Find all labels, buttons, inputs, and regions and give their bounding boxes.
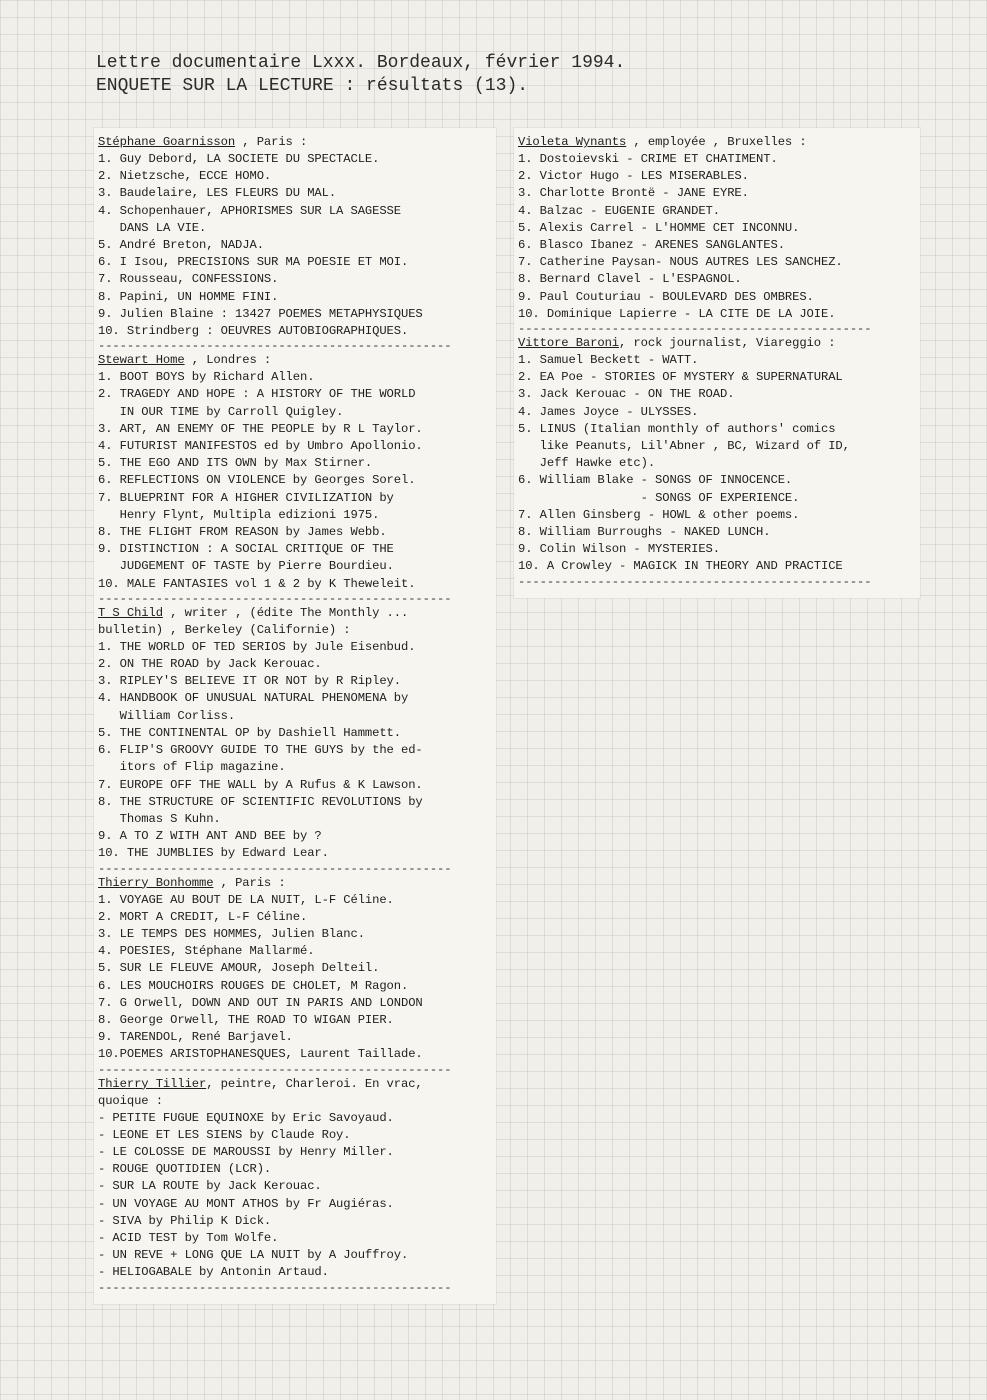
- book-list-item: 6. REFLECTIONS ON VIOLENCE by Georges Sorel.: [98, 473, 416, 488]
- book-list-item: 4. Schopenhauer, APHORISMES SUR LA SAGESSE DANS LA VIE.: [98, 203, 401, 235]
- book-list-item: 4. HANDBOOK OF UNUSUAL NATURAL PHENOMENA by William Corliss.: [98, 691, 409, 723]
- respondent-header: [98, 875, 492, 892]
- respondent-block: [98, 134, 492, 352]
- respondent-name: Stewart Home: [98, 353, 185, 368]
- book-list-item: 3. ART, AN ENEMY OF THE PEOPLE by R L Taylor.: [98, 421, 423, 436]
- respondent-block: [98, 875, 492, 1076]
- book-list-item: 8. Papini, UN HOMME FINI.: [98, 289, 279, 304]
- respondent-block: [518, 335, 916, 588]
- book-list-item: 4. Balzac - EUGENIE GRANDET.: [518, 203, 720, 218]
- book-list-item: 3. Jack Kerouac - ON THE ROAD.: [518, 387, 735, 402]
- header-title-line: Lettre documentaire Lxxx. Bordeaux, février 1994.: [96, 53, 626, 73]
- book-list-item: 2. Nietzsche, ECCE HOMO.: [98, 169, 272, 184]
- respondent-header: [98, 352, 492, 369]
- dashed-separator: -------------------------------------------------: [98, 592, 452, 605]
- book-list-item: 5. Alexis Carrel - L'HOMME CET INCONNU.: [518, 220, 800, 235]
- book-list-item: 6. FLIP'S GROOVY GUIDE TO THE GUYS by the ed- itors of Flip magazine.: [98, 743, 423, 775]
- book-list-item: 6. Blasco Ibanez - ARENES SANGLANTES.: [518, 238, 785, 253]
- book-list-item: 6. I Isou, PRECISIONS SUR MA POESIE ET MOI.: [98, 255, 409, 270]
- dashed-separator: -------------------------------------------------: [518, 575, 872, 588]
- left-column: [94, 128, 496, 1304]
- dashed-separator: -------------------------------------------------: [98, 862, 452, 875]
- respondent-name: Vittore Baroni: [518, 336, 619, 351]
- respondent-block: [518, 134, 916, 335]
- book-list-item: 7. Catherine Paysan- NOUS AUTRES LES SANCHEZ.: [518, 255, 843, 270]
- respondent-header: [98, 605, 492, 639]
- respondent-block: [98, 1076, 492, 1294]
- book-list: [518, 151, 916, 323]
- book-list-item: 10. A Crowley - MAGICK IN THEORY AND PRACTICE: [518, 559, 843, 574]
- book-list-item: 9. Julien Blaine : 13427 POEMES METAPHYSIQUES: [98, 306, 423, 321]
- book-list-item: 2. ON THE ROAD by Jack Kerouac.: [98, 657, 322, 672]
- book-list-item: 5. THE EGO AND ITS OWN by Max Stirner.: [98, 456, 373, 471]
- book-list-item: 6. LES MOUCHOIRS ROUGES DE CHOLET, M Ragon.: [98, 978, 409, 993]
- book-list: [98, 892, 492, 1064]
- book-list-item: 8. Bernard Clavel - L'ESPAGNOL.: [518, 272, 742, 287]
- respondent-name: Thierry Bonhomme: [98, 875, 214, 890]
- book-list-item: 8. William Burroughs - NAKED LUNCH.: [518, 525, 771, 540]
- book-list-item: 3. Charlotte Brontë - JANE EYRE.: [518, 186, 749, 201]
- header-subtitle-line: ENQUETE SUR LA LECTURE : résultats (13).: [96, 76, 529, 96]
- book-list-item: 3. LE TEMPS DES HOMMES, Julien Blanc.: [98, 926, 365, 941]
- book-list: [98, 369, 492, 593]
- book-list-item: 1. Samuel Beckett - WATT.: [518, 353, 699, 368]
- respondent-header: [518, 335, 916, 352]
- book-list-item: 1. VOYAGE AU BOUT DE LA NUIT, L-F Céline.: [98, 892, 394, 907]
- book-list-item: 1. BOOT BOYS by Richard Allen.: [98, 370, 315, 385]
- respondent-info: , Paris :: [235, 135, 308, 149]
- book-list-item: 4. POESIES, Stéphane Mallarmé.: [98, 944, 315, 959]
- book-list-item: 5. André Breton, NADJA.: [98, 238, 264, 253]
- book-list-item: 1. THE WORLD OF TED SERIOS by Jule Eisenbud.: [98, 639, 416, 654]
- book-list: [98, 1110, 492, 1282]
- respondent-info: , Londres :: [184, 353, 272, 368]
- book-list-item: 3. Baudelaire, LES FLEURS DU MAL.: [98, 186, 337, 201]
- respondent-header: [98, 134, 492, 151]
- book-list-item: - SIVA by Philip K Dick.: [98, 1213, 272, 1228]
- dashed-separator: -------------------------------------------------: [518, 323, 872, 336]
- book-list: [98, 639, 492, 863]
- respondent-name: Stéphane Goarnisson: [98, 135, 236, 149]
- book-list-item: 10. Strindberg : OEUVRES AUTOBIOGRAPHIQUES.: [98, 324, 409, 339]
- book-list-item: - PETITE FUGUE EQUINOXE by Eric Savoyaud.: [98, 1110, 394, 1125]
- book-list-item: - SUR LA ROUTE by Jack Kerouac.: [98, 1179, 322, 1194]
- book-list-item: 2. MORT A CREDIT, L-F Céline.: [98, 909, 308, 924]
- book-list-item: 10. MALE FANTASIES vol 1 & 2 by K Theweleit.: [98, 576, 416, 591]
- book-list-item: 10. THE JUMBLIES by Edward Lear.: [98, 846, 329, 861]
- book-list-item: 6. William Blake - SONGS OF INNOCENCE. - SONGS OF EXPERIENCE.: [518, 473, 800, 505]
- book-list-item: 7. BLUEPRINT FOR A HIGHER CIVILIZATION by Henry Flynt, Multipla edizioni 1975.: [98, 490, 394, 522]
- respondent-name: Thierry Tillier: [98, 1076, 207, 1091]
- book-list-item: 2. Victor Hugo - LES MISERABLES.: [518, 169, 749, 184]
- book-list-item: - HELIOGABALE by Antonin Artaud.: [98, 1265, 329, 1280]
- book-list-item: 9. A TO Z WITH ANT AND BEE by ?: [98, 829, 322, 844]
- book-list-item: 5. THE CONTINENTAL OP by Dashiell Hammett.: [98, 725, 401, 740]
- book-list-item: - UN VOYAGE AU MONT ATHOS by Fr Augiéras.: [98, 1196, 394, 1211]
- book-list-item: - LE COLOSSE DE MAROUSSI by Henry Miller.: [98, 1144, 394, 1159]
- dashed-separator: -------------------------------------------------: [98, 340, 452, 353]
- book-list-item: 1. Guy Debord, LA SOCIETE DU SPECTACLE.: [98, 152, 380, 166]
- book-list-item: 1. Dostoievski - CRIME ET CHATIMENT.: [518, 152, 778, 166]
- book-list-item: 9. Colin Wilson - MYSTERIES.: [518, 542, 720, 557]
- book-list-item: 5. SUR LE FLEUVE AMOUR, Joseph Delteil.: [98, 961, 380, 976]
- book-list-item: 4. James Joyce - ULYSSES.: [518, 404, 699, 419]
- book-list-item: 7. EUROPE OFF THE WALL by A Rufus & K Lawson.: [98, 777, 423, 792]
- respondent-block: [98, 352, 492, 605]
- book-list-item: 7. G Orwell, DOWN AND OUT IN PARIS AND LONDON: [98, 995, 423, 1010]
- dashed-separator: -------------------------------------------------: [98, 1281, 452, 1294]
- book-list-item: - LEONE ET LES SIENS by Claude Roy.: [98, 1127, 351, 1142]
- book-list-item: 8. THE STRUCTURE OF SCIENTIFIC REVOLUTIONS by Thomas S Kuhn.: [98, 794, 423, 826]
- book-list-item: 9. Paul Couturiau - BOULEVARD DES OMBRES.: [518, 289, 814, 304]
- book-list-item: 10. Dominique Lapierre - LA CITE DE LA JOIE.: [518, 306, 836, 321]
- book-list-item: 9. DISTINCTION : A SOCIAL CRITIQUE OF THE JUDGEMENT OF TASTE by Pierre Bourdieu.: [98, 542, 394, 574]
- respondent-name: Violeta Wynants: [518, 135, 627, 149]
- document-header: [96, 52, 625, 98]
- respondent-info: , peintre, Charleroi. En vrac, quoique :: [98, 1076, 423, 1108]
- respondent-header: [98, 1076, 492, 1110]
- book-list-item: 2. EA Poe - STORIES OF MYSTERY & SUPERNATURAL: [518, 370, 843, 385]
- book-list-item: 2. TRAGEDY AND HOPE : A HISTORY OF THE WORLD IN OUR TIME by Carroll Quigley.: [98, 387, 416, 419]
- book-list-item: 5. LINUS (Italian monthly of authors' comics like Peanuts, Lil'Abner , BC, Wizard of ID, Jeff Hawke etc).: [518, 421, 850, 471]
- book-list-item: 3. RIPLEY'S BELIEVE IT OR NOT by R Ripley.: [98, 674, 401, 689]
- respondent-block: [98, 605, 492, 875]
- book-list-item: 7. Allen Ginsberg - HOWL & other poems.: [518, 507, 800, 522]
- right-column: [514, 128, 920, 598]
- respondent-info: , writer , (édite The Monthly ... bulletin) , Berkeley (Californie) :: [98, 605, 409, 637]
- book-list-item: - UN REVE + LONG QUE LA NUIT by A Jouffroy.: [98, 1248, 409, 1263]
- respondent-info: , employée , Bruxelles :: [626, 135, 807, 149]
- respondent-header: [518, 134, 916, 151]
- book-list: [98, 151, 492, 340]
- book-list: [518, 352, 916, 576]
- book-list-item: 9. TARENDOL, René Barjavel.: [98, 1030, 293, 1045]
- book-list-item: 8. George Orwell, THE ROAD TO WIGAN PIER.: [98, 1012, 394, 1027]
- book-list-item: 10.POEMES ARISTOPHANESQUES, Laurent Taillade.: [98, 1047, 423, 1062]
- respondent-name: T S Child: [98, 605, 163, 620]
- book-list-item: 7. Rousseau, CONFESSIONS.: [98, 272, 279, 287]
- book-list-item: 8. THE FLIGHT FROM REASON by James Webb.: [98, 525, 387, 540]
- book-list-item: - ACID TEST by Tom Wolfe.: [98, 1230, 279, 1245]
- dashed-separator: -------------------------------------------------: [98, 1063, 452, 1076]
- book-list-item: 4. FUTURIST MANIFESTOS ed by Umbro Apollonio.: [98, 439, 423, 454]
- book-list-item: - ROUGE QUOTIDIEN (LCR).: [98, 1162, 272, 1177]
- respondent-info: , Paris :: [213, 875, 286, 890]
- respondent-info: , rock journalist, Viareggio :: [619, 336, 836, 351]
